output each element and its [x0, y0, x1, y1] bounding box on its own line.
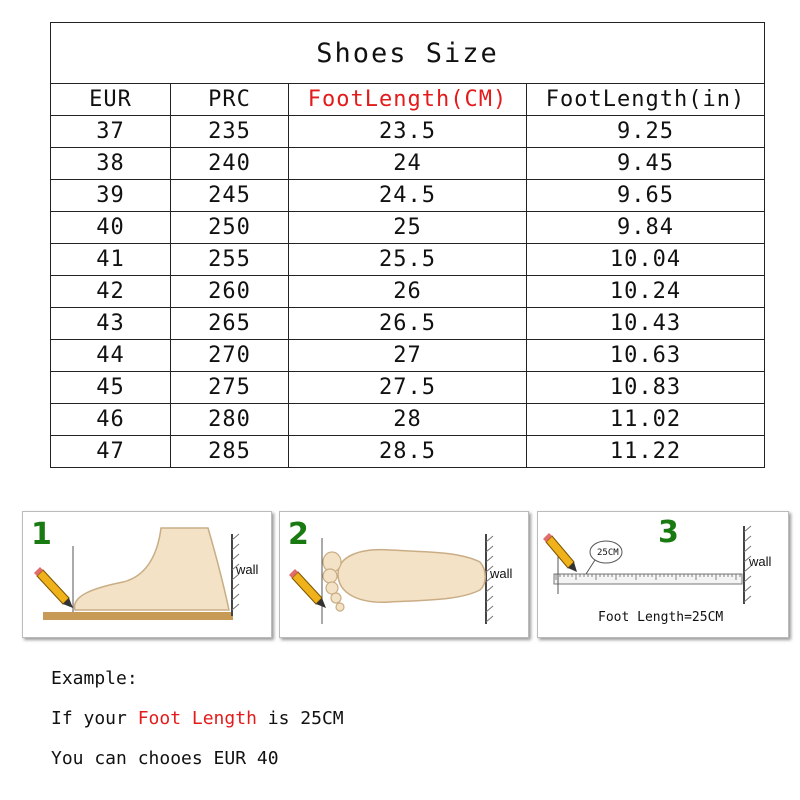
cell-foot-length-in: 9.25: [527, 116, 765, 148]
table-row: [51, 276, 765, 308]
header-prc: PRC: [171, 84, 289, 116]
cell-foot-length-in: 9.84: [527, 212, 765, 244]
pencil-icon: [289, 569, 326, 608]
example-foot-length-highlight: Foot Length: [137, 708, 257, 729]
cell-foot-length-in: 10.83: [527, 372, 765, 404]
table-row: [51, 116, 765, 148]
cell-prc: 240: [171, 148, 289, 180]
step-1-number: 1: [31, 517, 52, 552]
foot-top-shape: [338, 550, 485, 603]
cell-foot-length-cm: 27: [289, 340, 527, 372]
cell-foot-length-in: 10.04: [527, 244, 765, 276]
cell-eur: 45: [51, 372, 171, 404]
cell-foot-length-cm: 26: [289, 276, 527, 308]
step-1-wall-label: wall: [236, 562, 259, 577]
table-row: [51, 436, 765, 468]
example-line-1-prefix: If your: [51, 708, 138, 729]
step-3-wall-label: wall: [749, 554, 772, 569]
header-foot-length-cm: FootLength(CM): [289, 84, 527, 116]
cell-foot-length-in: 10.24: [527, 276, 765, 308]
measure-bubble-label: 25CM: [597, 548, 619, 558]
cell-eur: 39: [51, 180, 171, 212]
cell-foot-length-cm: 25: [289, 212, 527, 244]
cell-prc: 235: [171, 116, 289, 148]
cell-eur: 43: [51, 308, 171, 340]
step-2-panel: [279, 511, 529, 638]
cell-foot-length-in: 10.63: [527, 340, 765, 372]
table-row: [51, 340, 765, 372]
example-line-1: [51, 708, 344, 729]
cell-foot-length-cm: 27.5: [289, 372, 527, 404]
cell-foot-length-in: 9.45: [527, 148, 765, 180]
table-row: [51, 404, 765, 436]
cell-foot-length-cm: 28.5: [289, 436, 527, 468]
header-eur: EUR: [51, 84, 171, 116]
example-heading: Example:: [51, 668, 138, 689]
cell-foot-length-cm: 25.5: [289, 244, 527, 276]
cell-prc: 265: [171, 308, 289, 340]
header-row: [51, 84, 765, 116]
example-line-2: You can chooes EUR 40: [51, 748, 279, 769]
cell-prc: 250: [171, 212, 289, 244]
size-chart-table: [50, 22, 765, 468]
cell-prc: 245: [171, 180, 289, 212]
cell-prc: 280: [171, 404, 289, 436]
cell-foot-length-cm: 24: [289, 148, 527, 180]
cell-eur: 40: [51, 212, 171, 244]
cell-prc: 255: [171, 244, 289, 276]
cell-eur: 47: [51, 436, 171, 468]
step-3-number: 3: [658, 515, 679, 550]
cell-foot-length-in: 11.22: [527, 436, 765, 468]
pencil-icon: [543, 533, 577, 572]
cell-eur: 38: [51, 148, 171, 180]
foot-side-shape: [75, 528, 229, 610]
cell-prc: 285: [171, 436, 289, 468]
cell-foot-length-in: 9.65: [527, 180, 765, 212]
cell-prc: 270: [171, 340, 289, 372]
floor-board: [43, 612, 233, 620]
cell-foot-length-cm: 24.5: [289, 180, 527, 212]
step-1-panel: [22, 511, 272, 638]
cell-foot-length-in: 10.43: [527, 308, 765, 340]
example-line-1-suffix: is 25CM: [256, 708, 344, 729]
table-row: [51, 212, 765, 244]
table-row: [51, 148, 765, 180]
step-2-number: 2: [288, 517, 309, 552]
cell-eur: 46: [51, 404, 171, 436]
table-row: [51, 372, 765, 404]
table-row: [51, 308, 765, 340]
step-3-panel: [537, 511, 789, 638]
cell-foot-length-cm: 26.5: [289, 308, 527, 340]
cell-foot-length-cm: 23.5: [289, 116, 527, 148]
table-row: [51, 180, 765, 212]
header-foot-length-in: FootLength(in): [527, 84, 765, 116]
table-row: [51, 244, 765, 276]
cell-eur: 44: [51, 340, 171, 372]
step-2-wall-label: wall: [490, 566, 513, 581]
cell-foot-length-in: 11.02: [527, 404, 765, 436]
cell-foot-length-cm: 28: [289, 404, 527, 436]
cell-prc: 260: [171, 276, 289, 308]
foot-length-caption: Foot Length=25CM: [598, 610, 724, 625]
cell-eur: 37: [51, 116, 171, 148]
cell-eur: 41: [51, 244, 171, 276]
table-title: Shoes Size: [51, 23, 765, 84]
cell-eur: 42: [51, 276, 171, 308]
cell-prc: 275: [171, 372, 289, 404]
size-rows: [51, 116, 765, 468]
pencil-icon: [34, 567, 73, 608]
